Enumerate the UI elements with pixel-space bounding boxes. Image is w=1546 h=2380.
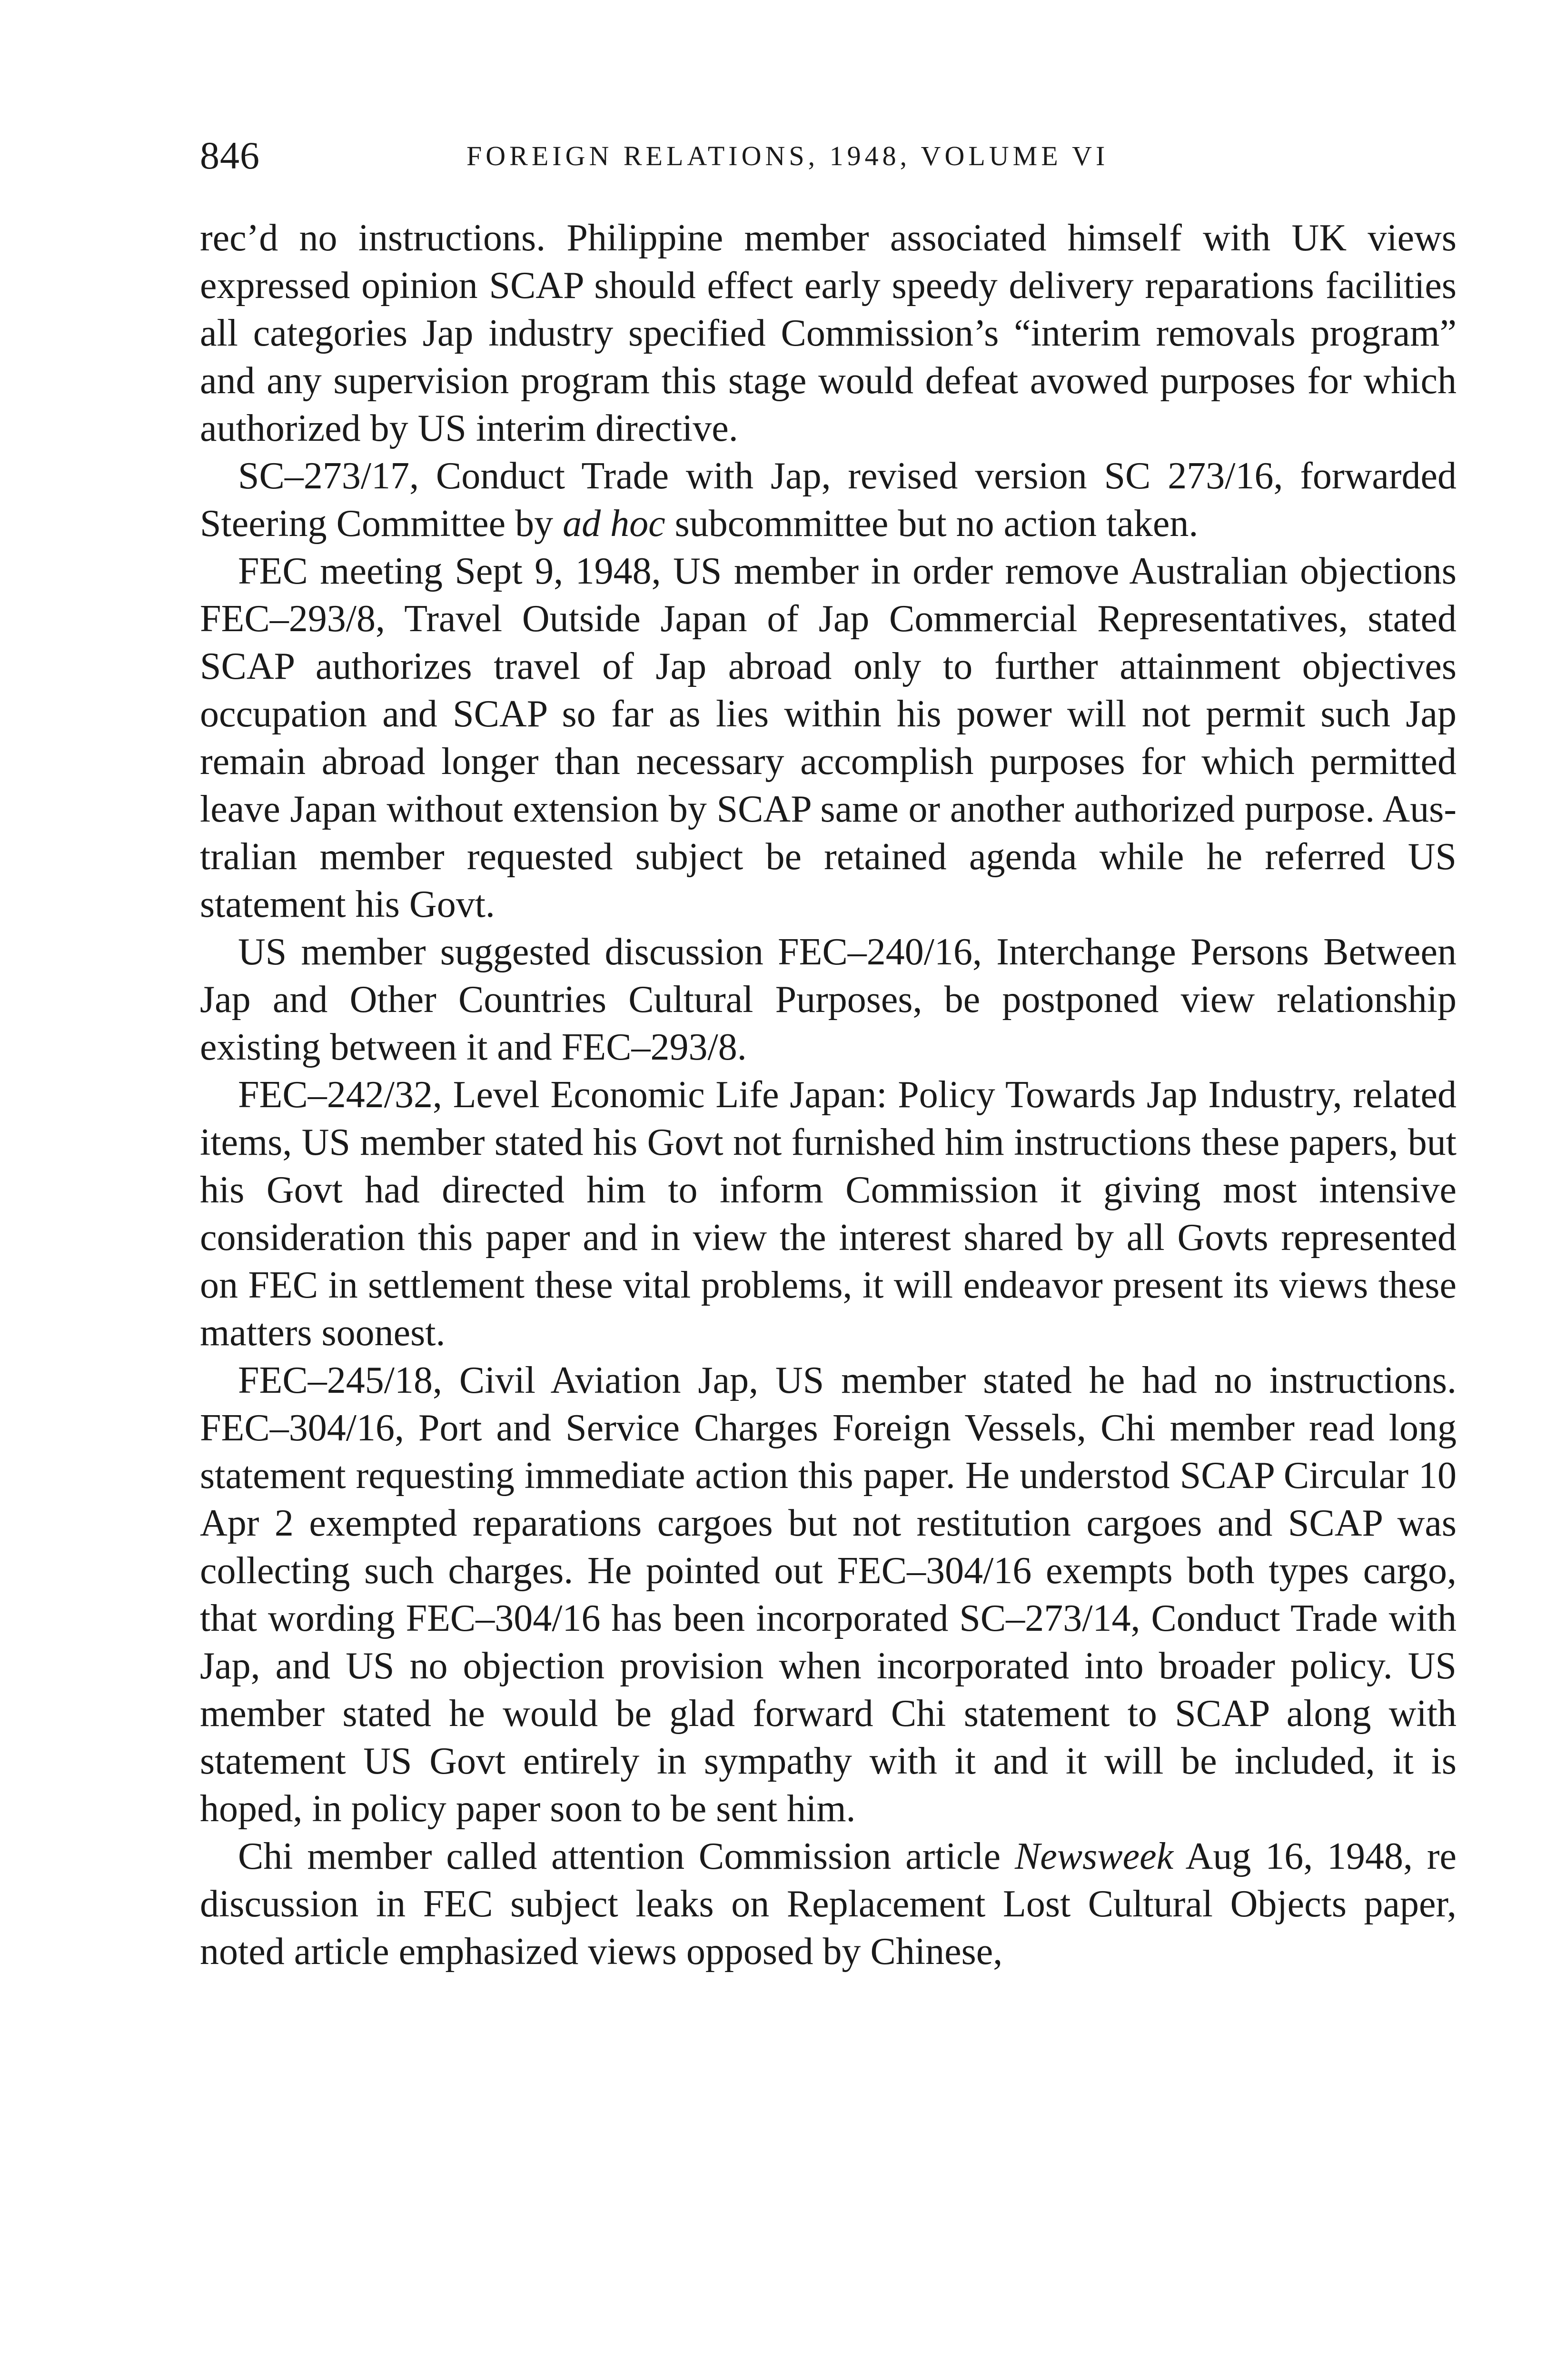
paragraph-2-text-a: SC–273/17, Conduct Trade with Jap, revised version SC 273/16, forwarded Steering Committee by (200, 455, 1457, 545)
paragraph-7-italic: Newsweek (1014, 1835, 1174, 1877)
running-title: FOREIGN RELATIONS, 1948, VOLUME VI (466, 140, 1109, 171)
paragraph-6: FEC–245/18, Civil Aviation Jap, US member stated he had no instructions. FEC–304/16, Port and Service Charges Foreign Vessels, Chi member read long statement requesting immediate action this paper. He understod SCAP Circular 10 Apr 2 exempted reparations cargoes but not restitution cargoes and SCAP was collecting such charges. He pointed out FEC–304/16 exempts both types cargo, that wording FEC–304/16 has been incorporated SC–273/14, Conduct Trade with Jap, and US no objection provision when incorporated into broader policy. US member stated he would be glad forward Chi statement to SCAP along with statement US Govt entirely in sympathy with it and it will be included, it is hoped, in policy paper soon to be sent him. (200, 1359, 1457, 1830)
document-page (200, 133, 1457, 1975)
body-text (200, 214, 1457, 1975)
paragraph-7 (200, 1833, 1457, 1975)
paragraph-7-text-a: Chi member called attention Commission article (238, 1835, 1015, 1877)
running-header (200, 133, 1457, 195)
paragraph-1: rec’d no instructions. Philippine member associated himself with UK views expressed opinion SCAP should effect early speedy delivery reparations facilities all categories Jap industry specified Commission’s “interim removals program” and any supervision program this stage would defeat avowed purposes for which authorized by US interim directive. (200, 217, 1457, 449)
paragraph-5: FEC–242/32, Level Economic Life Japan: Policy Towards Jap Industry, related items, US member stated his Govt not furnished him instructions these papers, but his Govt had directed him to inform Commission it giving most intensive consideration this paper and in view the interest shared by all Govts represented on FEC in settlement these vital problems, it will endeavor present its views these matters soonest. (200, 1074, 1457, 1354)
paragraph-4: US member suggested discussion FEC–240/16, Interchange Persons Between Jap and Other Countries Cultural Purposes, be postponed view relationship existing between it and FEC–293/8. (200, 931, 1457, 1068)
paragraph-3: FEC meeting Sept 9, 1948, US member in order remove Australian objections FEC–293/8, Travel Outside Japan of Jap Commercial Representatives, stated SCAP authorizes travel of Jap abroad only to further attainment objectives occupation and SCAP so far as lies within his power will not permit such Jap remain abroad longer than necessary accomplish purposes for which permitted leave Japan without extension by SCAP same or another authorized purpose. Australian member requested subject be retained agenda while he referred US statement his Govt. (200, 550, 1457, 925)
page-number: 846 (200, 134, 260, 177)
paragraph-2 (200, 452, 1457, 547)
paragraph-2-text-b: subcommittee but no action taken. (665, 503, 1199, 545)
paragraph-7-text-b: Aug 16, 1948, re discussion in FEC subject leaks on Replacement Lost Cultural Objects paper, noted article emphasized views opposed by Chinese, (200, 1835, 1457, 1973)
paragraph-2-italic: ad hoc (563, 503, 665, 545)
